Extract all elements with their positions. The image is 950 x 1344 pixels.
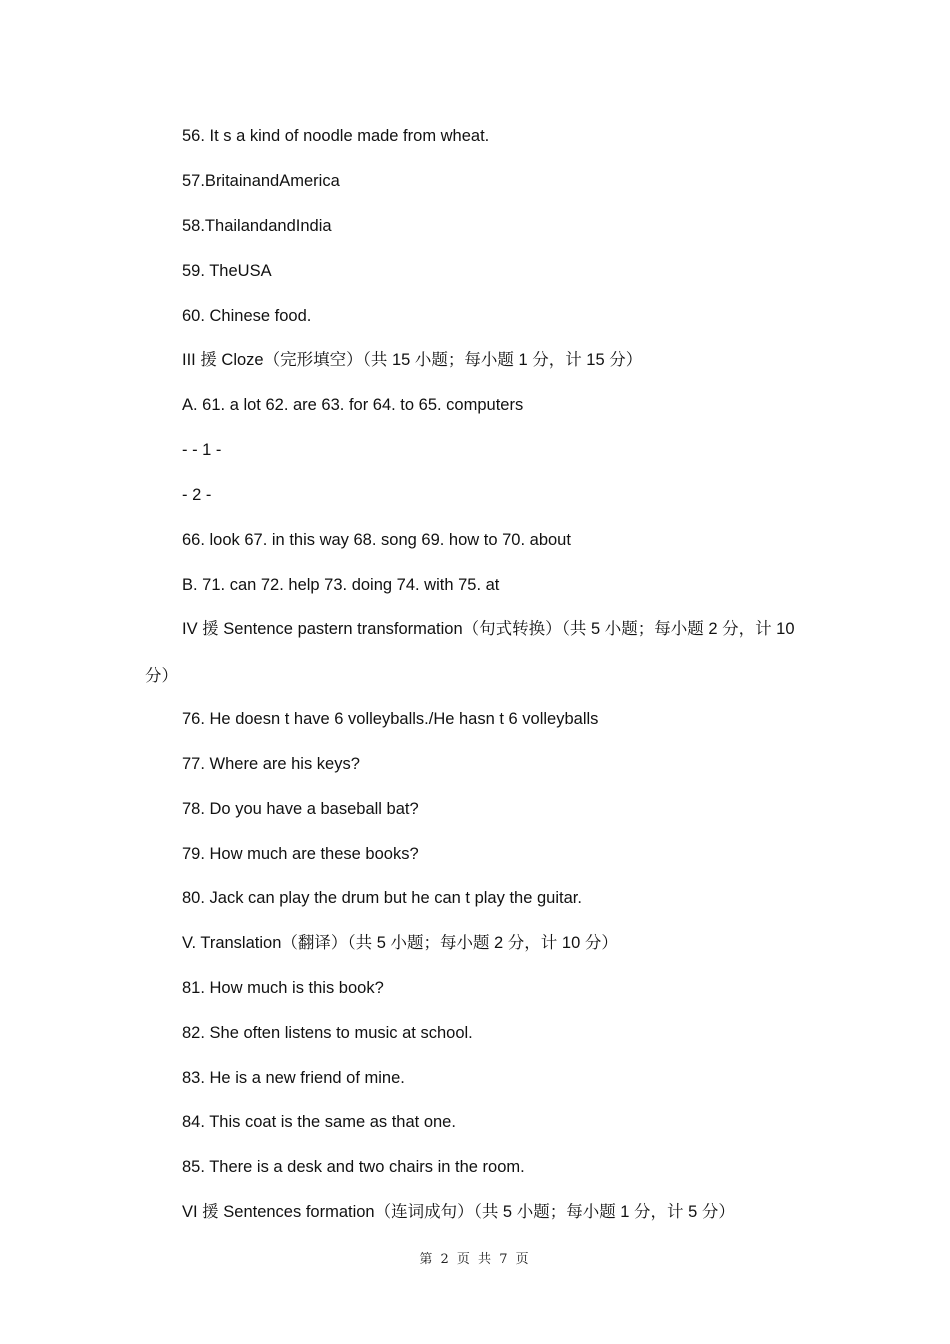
page-marker-1: - - 1 -	[182, 441, 222, 459]
cloze-answers-a: A. 61. a lot 62. are 63. for 64. to 65. computers	[182, 396, 524, 414]
answer-59: 59. TheUSA	[182, 262, 272, 280]
answer-81: 81. How much is this book?	[182, 979, 384, 997]
section-heading-cloze: III 援 Cloze（完形填空）（共 15 小题；每小题 1 分，计 15 分）	[182, 351, 643, 369]
answer-60: 60. Chinese food.	[182, 307, 312, 325]
answer-82: 82. She often listens to music at school.	[182, 1024, 473, 1042]
page-footer: 第 2 页 共 7 页	[419, 1252, 531, 1267]
answer-85: 85. There is a desk and two chairs in the room.	[182, 1158, 525, 1176]
answer-79: 79. How much are these books?	[182, 845, 419, 863]
answer-57: 57.BritainandAmerica	[182, 172, 340, 190]
answer-77: 77. Where are his keys?	[182, 755, 360, 773]
section-heading-formation: VI 援 Sentences formation（连词成句）（共 5 小题；每小题 1 分，计 5 分）	[182, 1203, 735, 1221]
answer-83: 83. He is a new friend of mine.	[182, 1069, 405, 1087]
answer-76: 76. He doesn t have 6 volleyballs./He hasn t 6 volleyballs	[182, 710, 599, 728]
answer-58: 58.ThailandandIndia	[182, 217, 332, 235]
answer-80: 80. Jack can play the drum but he can t play the guitar.	[182, 889, 582, 907]
section-heading-translation: V. Translation（翻译）（共 5 小题；每小题 2 分，计 10 分）	[182, 934, 618, 952]
section-heading-transformation: IV 援 Sentence pastern transformation（句式转换）（共 5 小题；每小题 2 分，计 10	[182, 620, 795, 638]
answer-78: 78. Do you have a baseball bat?	[182, 800, 419, 818]
section-heading-transformation-cont: 分）	[145, 667, 178, 685]
cloze-answers-b: B. 71. can 72. help 73. doing 74. with 75. at	[182, 576, 500, 594]
page-marker-2: - 2 -	[182, 486, 212, 504]
answer-84: 84. This coat is the same as that one.	[182, 1113, 456, 1131]
answer-56: 56. It s a kind of noodle made from wheat.	[182, 127, 490, 145]
cloze-answers-66-70: 66. look 67. in this way 68. song 69. how to 70. about	[182, 531, 571, 549]
